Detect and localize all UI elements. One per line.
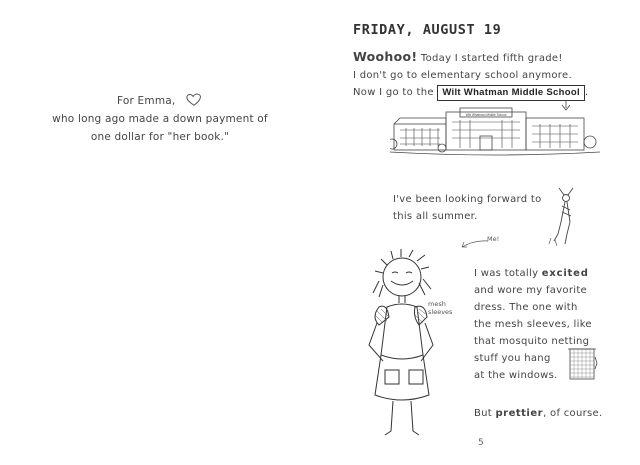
- school-building-drawing: [390, 100, 600, 160]
- woohoo-text: Woohoo!: [353, 49, 418, 64]
- mesh-label-line-1: mesh: [428, 300, 446, 308]
- excited-line-5: that mosquito netting: [474, 336, 590, 347]
- excited-line-4: the mesh sleeves, like: [474, 319, 592, 330]
- intro-line-1: Today I started fifth grade!: [417, 53, 563, 64]
- excited-line-2: and wore my favorite: [474, 285, 587, 296]
- me-label: Me!: [487, 235, 500, 243]
- dedication-line-1: For Emma,: [117, 95, 176, 107]
- looking-paragraph: [393, 191, 543, 225]
- prettier-paragraph: [474, 405, 602, 422]
- prettier-pre: But: [474, 408, 496, 419]
- dedication: [40, 92, 280, 146]
- mosquito-netting-drawing: [568, 345, 598, 381]
- school-name-box: Wilt Whatman Middle School: [437, 85, 585, 101]
- mesh-sleeves-label: [428, 300, 452, 316]
- intro-line-3: Now I go to the: [353, 87, 438, 98]
- intro-period: .: [584, 87, 589, 98]
- page-number: 5: [478, 438, 484, 448]
- heart-icon: [185, 93, 203, 107]
- dedication-line-2: who long ago made a down payment of: [52, 113, 268, 125]
- mesh-label-line-2: sleeves: [428, 308, 453, 316]
- building-sign: Wilt Whatman Middle School: [465, 113, 507, 117]
- excited-line-6: stuff you hang: [474, 353, 551, 364]
- intro-paragraph: [353, 48, 633, 101]
- excited-line-1: I was totally: [474, 268, 542, 279]
- girl-drawing: [357, 245, 467, 440]
- excited-line-7: at the windows.: [474, 370, 558, 381]
- date-heading: FRIDAY, AUGUST 19: [353, 22, 502, 38]
- excited-line-3: dress. The one with: [474, 302, 578, 313]
- dedication-line-3: one dollar for "her book.": [90, 131, 230, 143]
- looking-line-1: I've been looking forward to: [393, 194, 542, 205]
- prettier-post: , of course.: [543, 408, 603, 419]
- excited-word: excited: [541, 268, 589, 279]
- looking-line-2: this all summer.: [393, 211, 478, 222]
- prettier-word: prettier: [495, 408, 544, 419]
- jumping-girl-drawing: [545, 186, 580, 248]
- intro-line-2: I don't go to elementary school anymore.: [353, 70, 572, 81]
